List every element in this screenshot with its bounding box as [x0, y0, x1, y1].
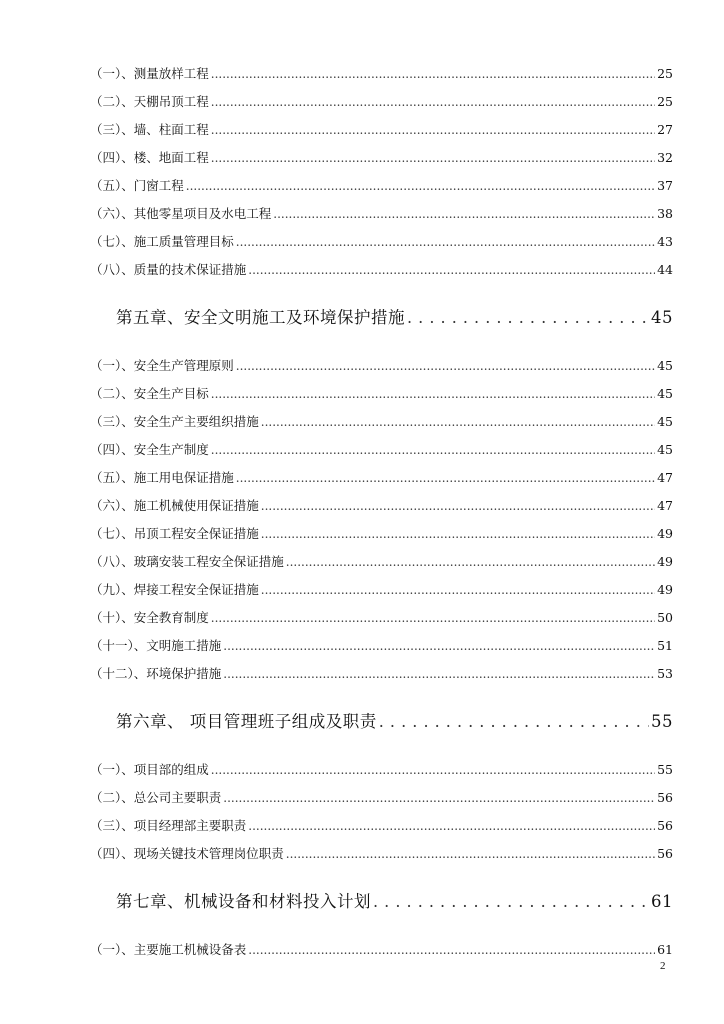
toc-entry-title: （十）、安全教育制度: [90, 610, 209, 625]
toc-entry-page: 45: [657, 358, 673, 373]
dot-leader: [261, 520, 655, 548]
toc-entry-title: （四）、现场关键技术管理岗位职责: [90, 846, 284, 861]
toc-entry-title: （一）、主要施工机械设备表: [90, 942, 247, 957]
toc-section-entry[interactable]: [90, 380, 673, 408]
dot-leader: [286, 548, 655, 576]
toc-entry-page: 45: [657, 386, 673, 401]
dot-leader: [379, 708, 649, 736]
dot-leader: [211, 380, 655, 408]
page-number: 2: [660, 960, 666, 972]
dot-leader: [211, 756, 655, 784]
dot-leader: [248, 256, 655, 284]
toc-entry-page: 45: [651, 308, 673, 327]
toc-entry-title: （十一）、文明施工措施: [90, 638, 222, 653]
dot-leader: [236, 228, 655, 256]
toc-entry-title: （一）、安全生产管理原则: [90, 358, 234, 373]
toc-section-entry[interactable]: [90, 604, 673, 632]
toc-entry-page: 45: [657, 414, 673, 429]
toc-entry-title: （五）、施工用电保证措施: [90, 470, 234, 485]
toc-section-entry[interactable]: [90, 840, 673, 868]
toc-section-entry[interactable]: [90, 812, 673, 840]
dot-leader: [273, 200, 655, 228]
toc-section-entry[interactable]: [90, 632, 673, 660]
toc-section-entry[interactable]: [90, 88, 673, 116]
toc-section-entry[interactable]: [90, 576, 673, 604]
dot-leader: [261, 576, 655, 604]
toc-entry-page: 27: [657, 122, 673, 137]
toc-section-entry[interactable]: [90, 60, 673, 88]
dot-leader: [261, 408, 655, 436]
toc-entry-page: 55: [657, 762, 673, 777]
toc-entry-title: （八）、质量的技术保证措施: [90, 262, 247, 277]
dot-leader: [407, 304, 649, 332]
table-of-contents: [90, 60, 673, 964]
toc-entry-title: （七）、吊顶工程安全保证措施: [90, 526, 259, 541]
toc-entry-page: 25: [657, 66, 673, 81]
toc-entry-page: 53: [657, 666, 673, 681]
toc-entry-title: （六）、施工机械使用保证措施: [90, 498, 259, 513]
toc-entry-page: 61: [651, 892, 673, 911]
toc-entry-title: （四）、安全生产制度: [90, 442, 209, 457]
toc-entry-page: 49: [657, 526, 673, 541]
toc-entry-title: （二）、总公司主要职责: [90, 790, 222, 805]
dot-leader: [211, 604, 655, 632]
toc-chapter-entry[interactable]: [90, 888, 673, 916]
dot-leader: [223, 784, 655, 812]
toc-entry-page: 43: [657, 234, 673, 249]
toc-entry-title: （十二）、环境保护措施: [90, 666, 222, 681]
dot-leader: [186, 172, 655, 200]
toc-section-entry[interactable]: [90, 548, 673, 576]
toc-entry-title: （三）、墙、柱面工程: [90, 122, 209, 137]
toc-section-entry[interactable]: [90, 520, 673, 548]
toc-entry-title: （五）、门窗工程: [90, 178, 184, 193]
toc-entry-page: 49: [657, 554, 673, 569]
toc-entry-title: （七）、施工质量管理目标: [90, 234, 234, 249]
toc-entry-title: 第七章、机械设备和材料投入计划: [116, 892, 371, 911]
dot-leader: [211, 60, 655, 88]
toc-entry-page: 50: [657, 610, 673, 625]
toc-section-entry[interactable]: [90, 408, 673, 436]
dot-leader: [373, 888, 649, 916]
toc-entry-page: 38: [657, 206, 673, 221]
dot-leader: [261, 492, 655, 520]
toc-entry-page: 47: [657, 498, 673, 513]
toc-entry-page: 37: [657, 178, 673, 193]
toc-section-entry[interactable]: [90, 660, 673, 688]
toc-entry-page: 44: [657, 262, 673, 277]
toc-entry-title: （三）、安全生产主要组织措施: [90, 414, 259, 429]
toc-entry-title: （一）、项目部的组成: [90, 762, 209, 777]
toc-section-entry[interactable]: [90, 436, 673, 464]
toc-entry-title: （一）、测量放样工程: [90, 66, 209, 81]
toc-entry-page: 32: [657, 150, 673, 165]
toc-entry-page: 25: [657, 94, 673, 109]
toc-entry-page: 47: [657, 470, 673, 485]
dot-leader: [248, 936, 655, 964]
toc-section-entry[interactable]: [90, 256, 673, 284]
toc-section-entry[interactable]: [90, 756, 673, 784]
toc-entry-page: 61: [657, 942, 673, 957]
toc-section-entry[interactable]: [90, 228, 673, 256]
dot-leader: [248, 812, 655, 840]
toc-entry-title: （四）、楼、地面工程: [90, 150, 209, 165]
toc-section-entry[interactable]: [90, 200, 673, 228]
toc-entry-page: 56: [657, 846, 673, 861]
toc-entry-title: （八）、玻璃安装工程安全保证措施: [90, 554, 284, 569]
toc-section-entry[interactable]: [90, 936, 673, 964]
dot-leader: [211, 88, 655, 116]
toc-entry-title: 第五章、安全文明施工及环境保护措施: [116, 308, 405, 327]
dot-leader: [223, 632, 655, 660]
toc-entry-page: 49: [657, 582, 673, 597]
dot-leader: [236, 464, 655, 492]
toc-entry-page: 55: [651, 712, 673, 731]
dot-leader: [286, 840, 655, 868]
toc-section-entry[interactable]: [90, 172, 673, 200]
toc-entry-title: （三）、项目经理部主要职责: [90, 818, 247, 833]
toc-entry-title: （二）、安全生产目标: [90, 386, 209, 401]
toc-entry-page: 56: [657, 818, 673, 833]
dot-leader: [236, 352, 655, 380]
toc-section-entry[interactable]: [90, 492, 673, 520]
toc-section-entry[interactable]: [90, 144, 673, 172]
toc-section-entry[interactable]: [90, 352, 673, 380]
toc-entry-page: 51: [657, 638, 673, 653]
toc-entry-page: 56: [657, 790, 673, 805]
toc-entry-title: （九）、焊接工程安全保证措施: [90, 582, 259, 597]
toc-section-entry[interactable]: [90, 464, 673, 492]
toc-chapter-entry[interactable]: [90, 304, 673, 332]
toc-section-entry[interactable]: [90, 784, 673, 812]
toc-entry-page: 45: [657, 442, 673, 457]
toc-chapter-entry[interactable]: [90, 708, 673, 736]
toc-entry-title: （六）、其他零星项目及水电工程: [90, 206, 272, 221]
dot-leader: [211, 116, 655, 144]
dot-leader: [211, 436, 655, 464]
dot-leader: [211, 144, 655, 172]
toc-entry-title: （二）、天棚吊顶工程: [90, 94, 209, 109]
toc-section-entry[interactable]: [90, 116, 673, 144]
toc-entry-title: 第六章、 项目管理班子组成及职责: [116, 712, 377, 731]
dot-leader: [223, 660, 655, 688]
